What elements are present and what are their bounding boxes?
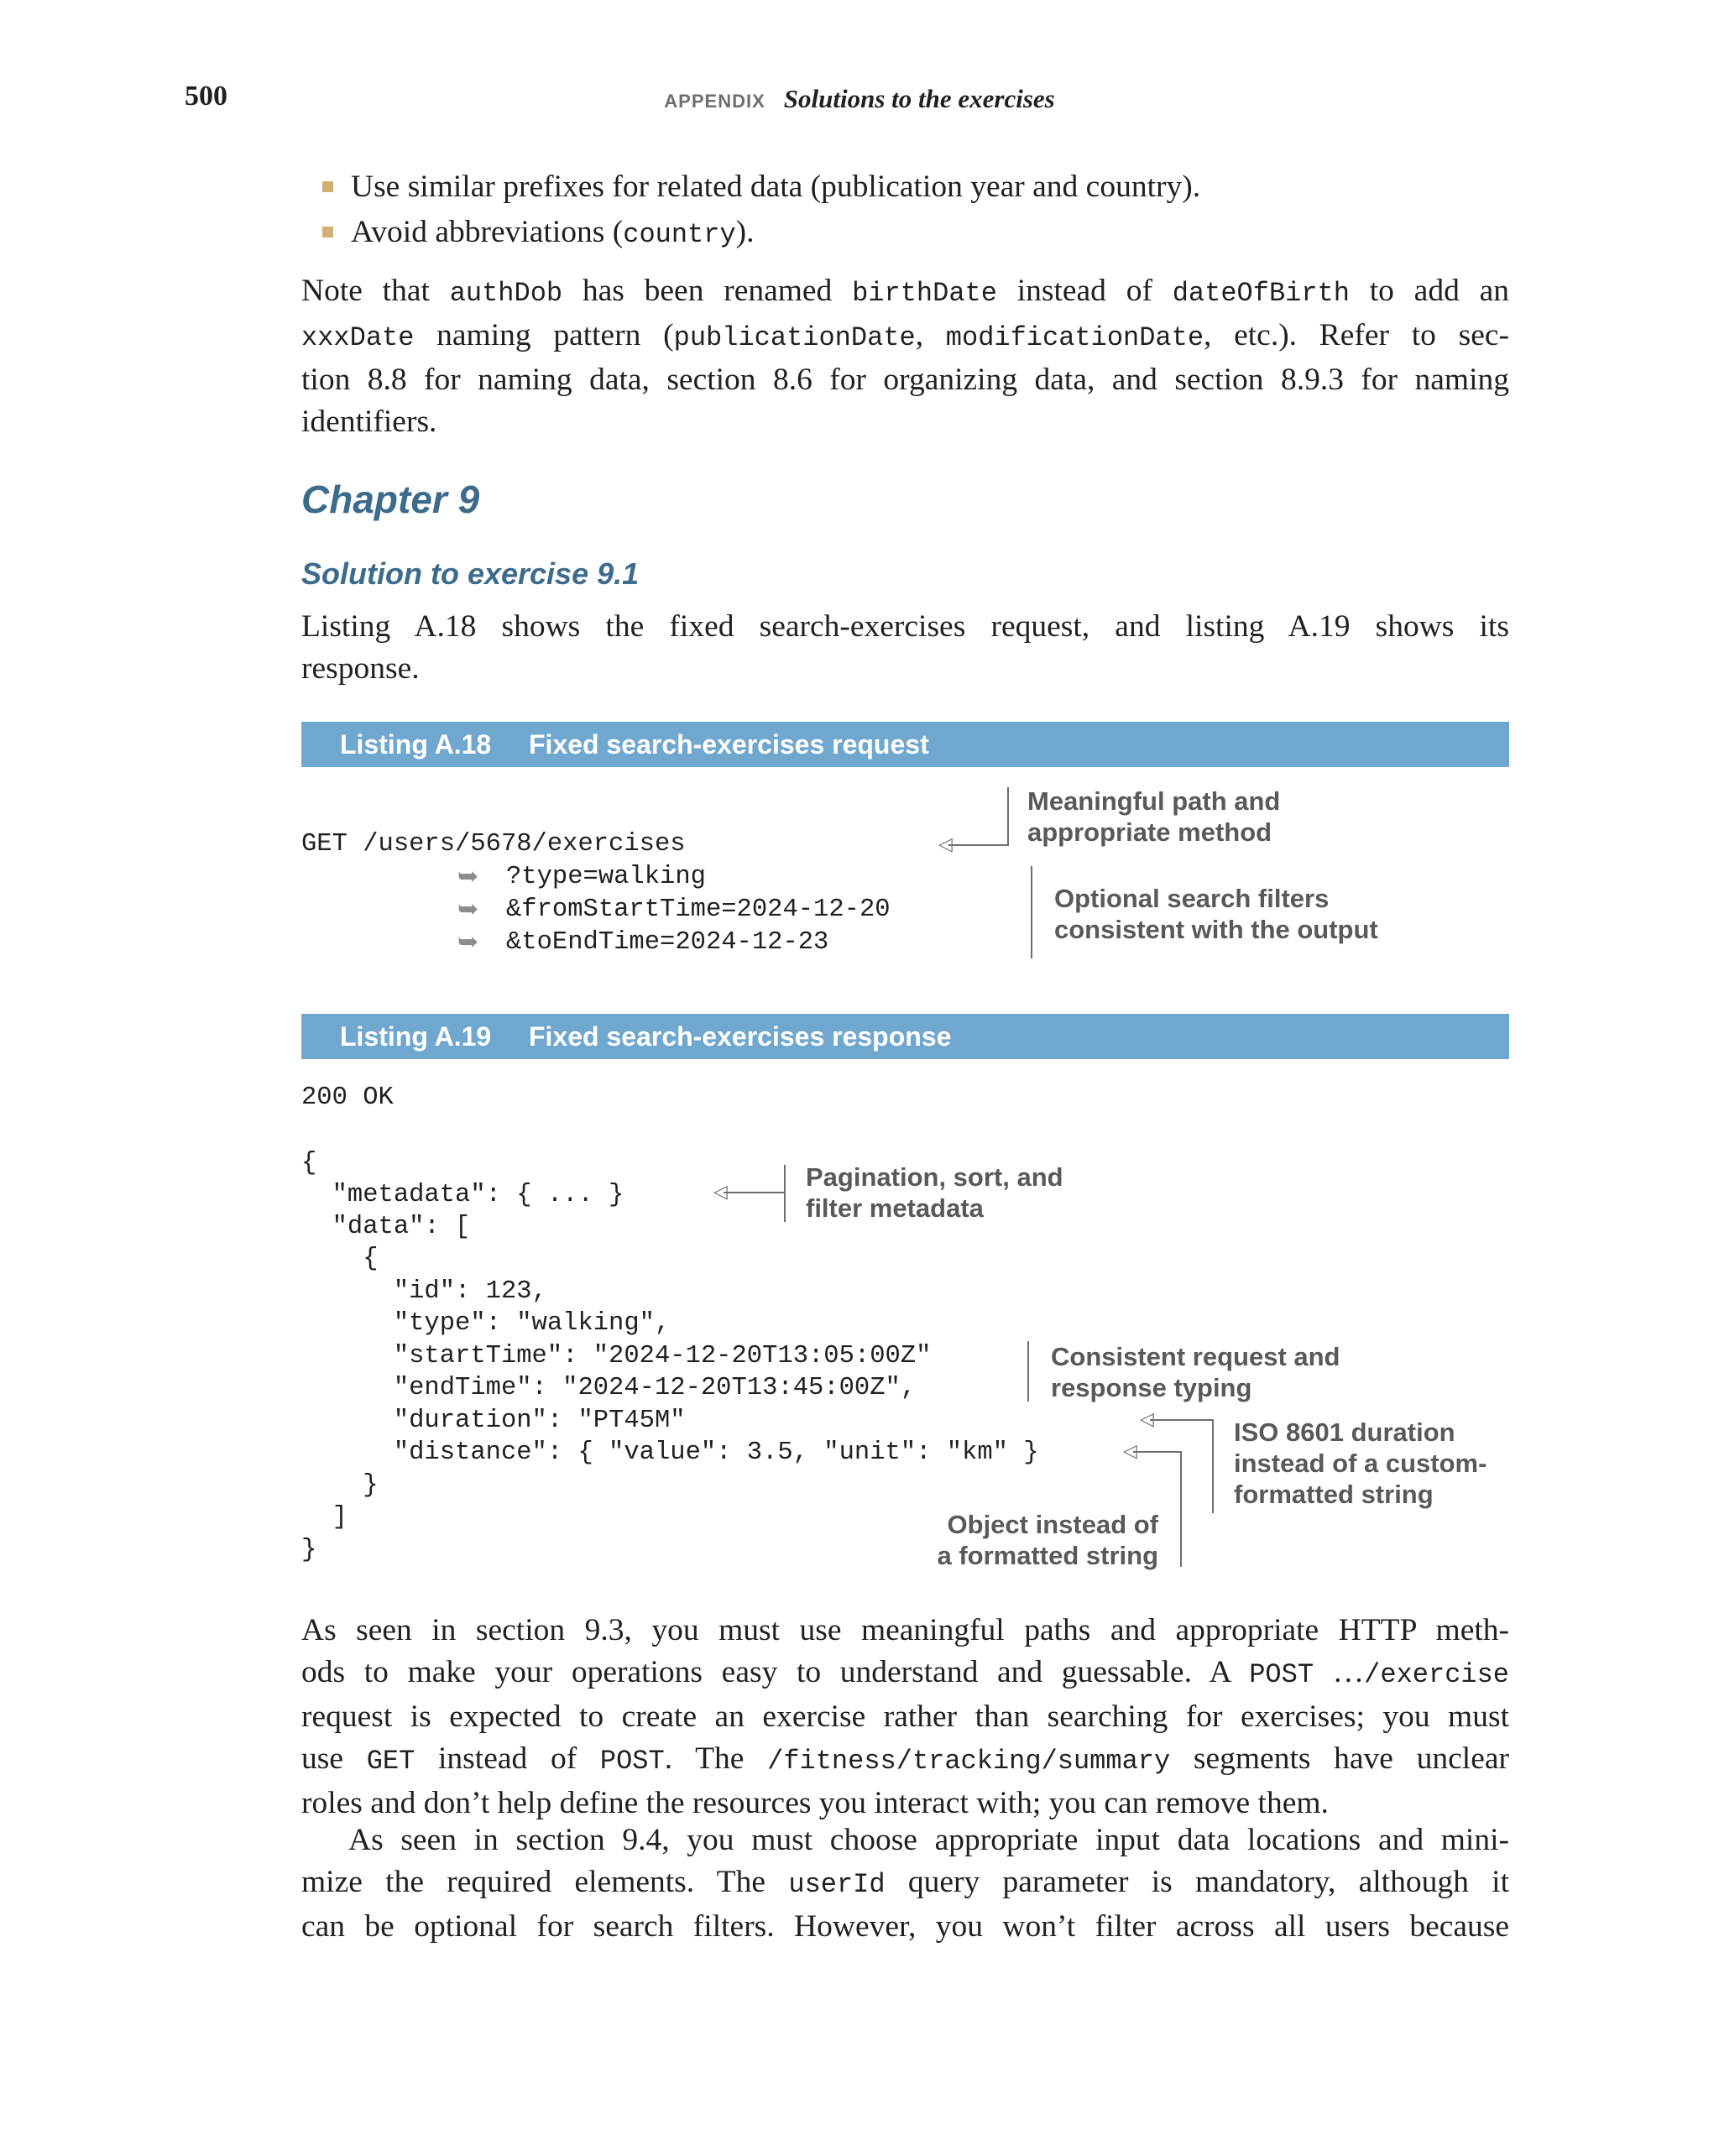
text-line: tion 8.8 for naming data, section 8.6 for organizing data, and section 8.9.3 for naming — [301, 363, 1509, 397]
annotation-iso-duration: ISO 8601 duration instead of a custom- formatted string — [1234, 1417, 1487, 1509]
body-paragraph — [301, 1610, 1509, 1825]
annotation-leader-line — [1150, 1419, 1214, 1421]
body-paragraph — [301, 1819, 1509, 1948]
intro-paragraph — [301, 606, 1509, 690]
code-line: "data": [ — [301, 1213, 471, 1241]
text-line: As seen in section 9.3, you must use meaningful paths and appropriate HTTP meth- — [301, 1613, 1509, 1647]
annotation-bracket-line — [1027, 1341, 1029, 1402]
annotation-bracket-line — [1212, 1419, 1214, 1513]
inline-code: modificationDate — [945, 322, 1204, 353]
text-line: use GET instead of POST. The /fitness/tracking/summary segments have unclear — [301, 1741, 1509, 1777]
code-status-line: 200 OK — [301, 1083, 394, 1112]
annotation-bracket-line — [1007, 787, 1009, 846]
code-line: } — [301, 1536, 317, 1564]
listing-a19-bar — [301, 1014, 1509, 1059]
code-line: "metadata": { ... } — [301, 1181, 624, 1209]
listing-title: Fixed search-exercises request — [529, 729, 929, 760]
text-line: identifiers. — [301, 405, 437, 439]
annotation-bracket-line — [1031, 866, 1032, 958]
inline-code: xxxDate — [301, 322, 415, 353]
text-line: As seen in section 9.4, you must choose appropriate input data locations and mini- — [348, 1823, 1509, 1857]
annotation-object: Object instead of a formatted string — [937, 1510, 1158, 1570]
text-line: Note that authDob has been renamed birthDate instead of dateOfBirth to add an — [301, 274, 1509, 309]
annotation-consistent-typing: Consistent request and response typing — [1051, 1342, 1340, 1402]
text-line: Listing A.18 shows the fixed search-exercises request, and listing A.19 shows its — [301, 609, 1509, 644]
text-line: request is expected to create an exercise rather than searching for exercises; you must — [301, 1699, 1509, 1734]
annotation-bracket-line — [784, 1165, 786, 1222]
bullet-text: ). — [735, 215, 755, 249]
code-line: "endTime": "2024-12-20T13:45:00Z", — [301, 1374, 917, 1402]
inline-code: dateOfBirth — [1172, 278, 1350, 309]
running-head — [0, 84, 1719, 114]
inline-code: birthDate — [852, 278, 997, 309]
annotation-pagination: Pagination, sort, and filter metadata — [806, 1162, 1063, 1223]
code-line: "duration": "PT45M" — [301, 1407, 686, 1435]
code-line: "startTime": "2024-12-20T13:05:00Z" — [301, 1342, 932, 1370]
arrowhead-left-icon: ◁ — [1140, 1409, 1154, 1430]
code-line: "type": "walking", — [301, 1309, 671, 1338]
running-head-title: Solutions to the exercises — [783, 84, 1055, 113]
text-line: response. — [301, 651, 420, 686]
text-line: roles and don’t help define the resources you interact with; you can remove them. — [301, 1786, 1329, 1820]
running-head-label: APPENDIX — [664, 91, 765, 112]
annotation-meaningful-path: Meaningful path and appropriate method — [1027, 786, 1281, 847]
code-line: "distance": { "value": 3.5, "unit": "km" } — [301, 1438, 1039, 1467]
chapter-heading: Chapter 9 — [301, 478, 480, 521]
text-line: xxxDate naming pattern (publicationDate, modificationDate, etc.). Refer to sec- — [301, 318, 1510, 353]
annotation-leader-line — [948, 844, 1009, 846]
annotation-leader-line — [1133, 1451, 1182, 1453]
solution-heading: Solution to exercise 9.1 — [301, 556, 640, 591]
bullet-text: Avoid abbreviations ( — [351, 215, 624, 249]
listing-title: Fixed search-exercises response — [529, 1021, 952, 1052]
text-line: can be optional for search filters. However, you won’t filter across all users because — [301, 1909, 1509, 1944]
inline-code: /fitness/tracking/summary — [767, 1746, 1171, 1777]
inline-code: POST — [599, 1746, 665, 1777]
code-line: GET /users/5678/exercises — [301, 830, 686, 859]
inline-code: /exercise — [1364, 1659, 1509, 1690]
code-line: &fromStartTime=2024-12-20 — [506, 895, 891, 924]
bullet-item — [351, 166, 1526, 208]
arrowhead-left-icon: ◁ — [713, 1182, 728, 1203]
note-paragraph — [301, 270, 1509, 443]
listing-a18-bar — [301, 722, 1509, 767]
code-line: } — [301, 1471, 379, 1500]
inline-code: publicationDate — [673, 322, 916, 353]
continuation-arrow-icon: ➥ — [457, 863, 479, 890]
square-bullet-icon — [322, 181, 333, 192]
text-line: ods to make your operations easy to understand and guessable. A POST …/exercise — [301, 1655, 1509, 1690]
annotation-leader-line — [724, 1192, 786, 1193]
arrowhead-left-icon: ◁ — [1123, 1441, 1137, 1462]
code-line: ?type=walking — [506, 863, 706, 891]
annotation-search-filters: Optional search filters consistent with the output — [1054, 884, 1378, 944]
annotation-bracket-line — [1180, 1451, 1182, 1567]
page-number: 500 — [185, 81, 227, 112]
code-line: { — [301, 1149, 317, 1177]
continuation-arrow-icon: ➥ — [457, 895, 479, 923]
bullet-text: Use similar prefixes for related data (publication year and country). — [351, 170, 1201, 204]
inline-code: authDob — [449, 278, 563, 309]
text-line: mize the required elements. The userId query parameter is mandatory, although it — [301, 1865, 1509, 1900]
inline-code: country — [623, 219, 736, 250]
inline-code: GET — [366, 1746, 415, 1777]
code-line: { — [301, 1245, 379, 1273]
square-bullet-icon — [322, 227, 333, 238]
code-line: &toEndTime=2024-12-23 — [506, 928, 829, 957]
inline-code: userId — [788, 1869, 886, 1900]
code-line: "id": 123, — [301, 1277, 547, 1306]
arrowhead-left-icon: ◁ — [938, 834, 953, 855]
bullet-item — [351, 211, 1526, 256]
inline-code: POST — [1249, 1659, 1314, 1690]
code-line: ] — [301, 1503, 347, 1532]
listing-number: Listing A.19 — [340, 1021, 492, 1052]
listing-number: Listing A.18 — [340, 729, 492, 760]
continuation-arrow-icon: ➥ — [457, 928, 479, 956]
